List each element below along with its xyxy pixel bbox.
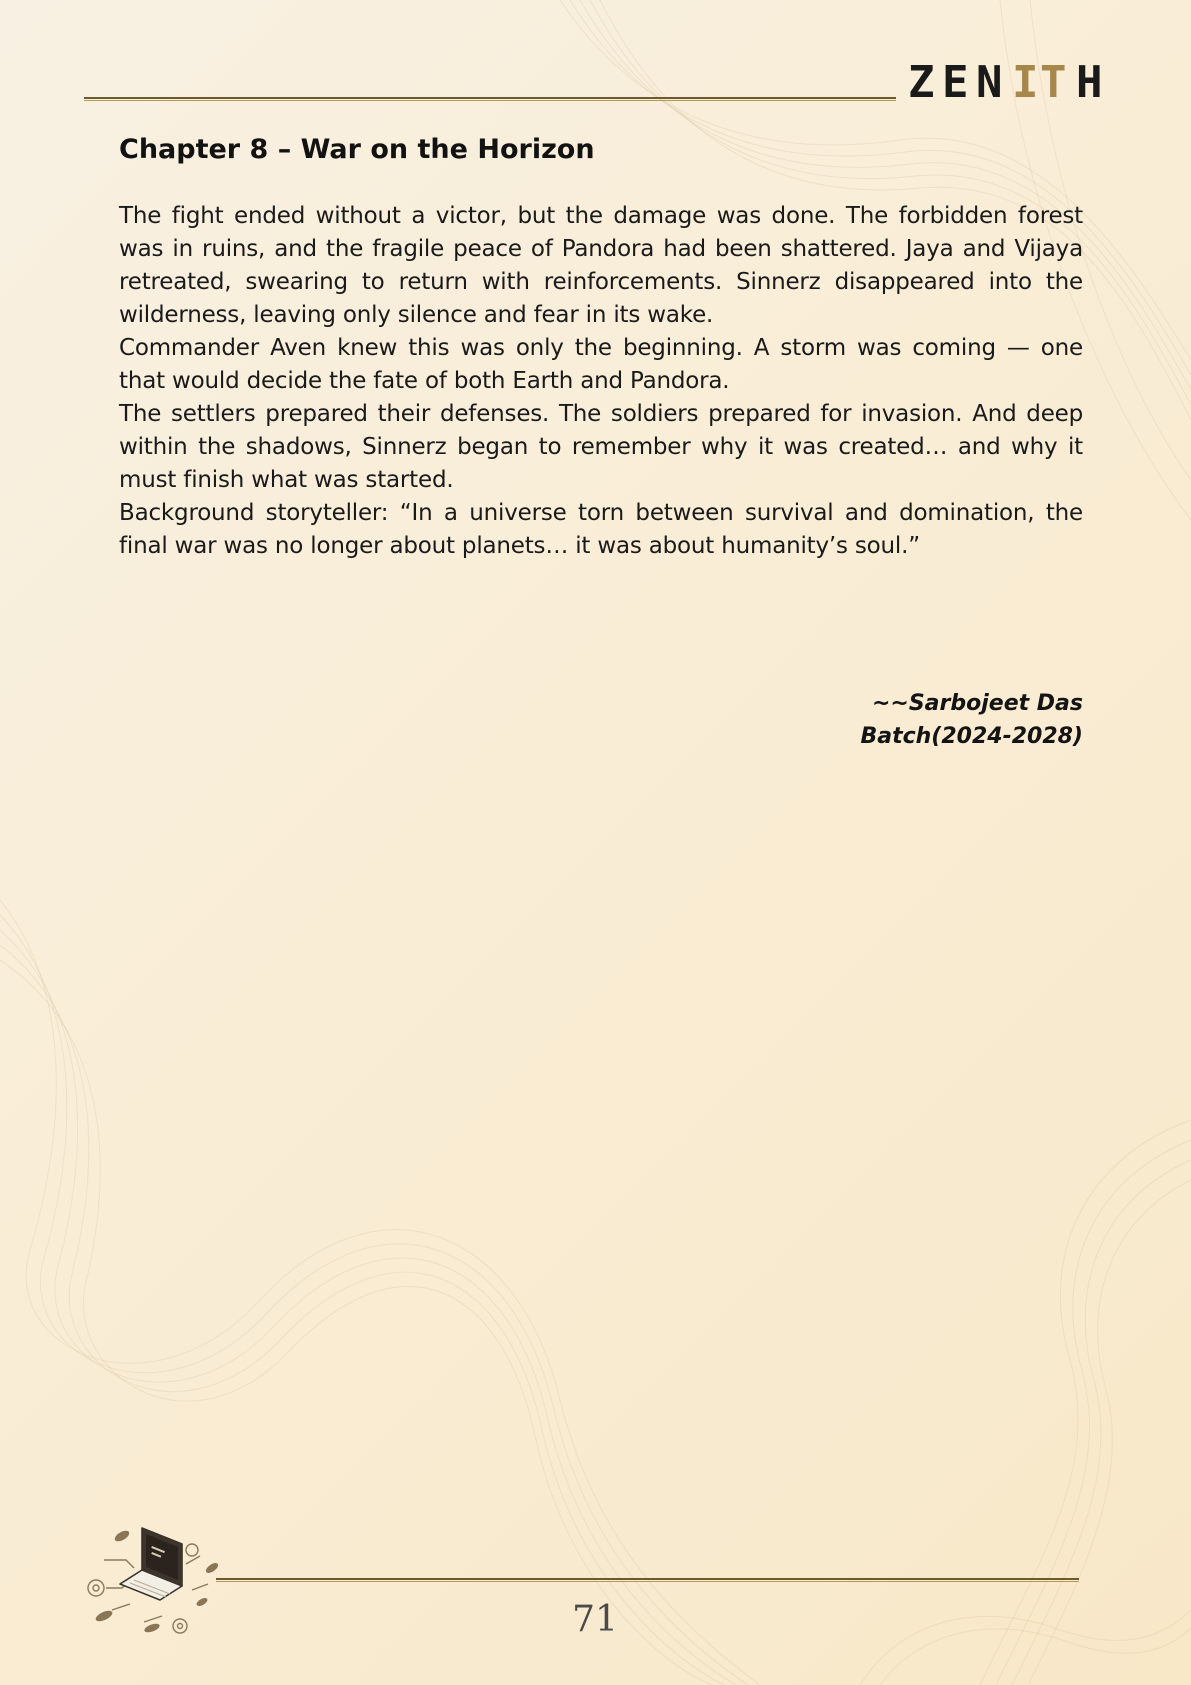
author-name: ~~Sarbojeet Das: [871, 691, 1083, 716]
chapter-title: Chapter 8 – War on the Horizon: [119, 134, 595, 165]
header-rule: [84, 97, 896, 101]
logo-letter-t: T: [1040, 57, 1067, 108]
author-batch: Batch(2024-2028): [860, 724, 1083, 749]
logo-letter-z: Z: [908, 57, 935, 108]
logo-letter-n: N: [976, 57, 1003, 108]
footer-rule: [216, 1578, 1079, 1582]
logo-letter-e: E: [942, 57, 969, 108]
page-number: 71: [572, 1599, 618, 1640]
laptop-circuit-icon: [82, 1520, 222, 1640]
paragraph-4: Background storyteller: “In a universe torn between survival and domination, the final war was no longer about planets… it was about humanity’s soul.”: [119, 500, 1083, 559]
paragraph-1: The fight ended without a victor, but the damage was done. The forbidden forest was in ruins, and the fragile peace of Pandora had been shattered. Jaya and Vijaya retreated, swearing to return with reinforcements. Sinnerz disappeared into the wilderness, leaving only silence and fear in its wake.: [119, 203, 1083, 328]
logo-letter-i: I: [1012, 57, 1039, 108]
zenith-logo: [908, 57, 1112, 108]
paragraph-3: The settlers prepared their defenses. The soldiers prepared for invasion. And deep within the shadows, Sinnerz began to remember why it was created… and why it must finish what was started.: [119, 401, 1083, 493]
author-signature: [860, 687, 1083, 753]
logo-letter-h: H: [1076, 57, 1103, 108]
paragraph-2: Commander Aven knew this was only the beginning. A storm was coming — one that would decide the fate of both Earth and Pandora.: [119, 335, 1083, 394]
article-content: [119, 130, 1083, 563]
